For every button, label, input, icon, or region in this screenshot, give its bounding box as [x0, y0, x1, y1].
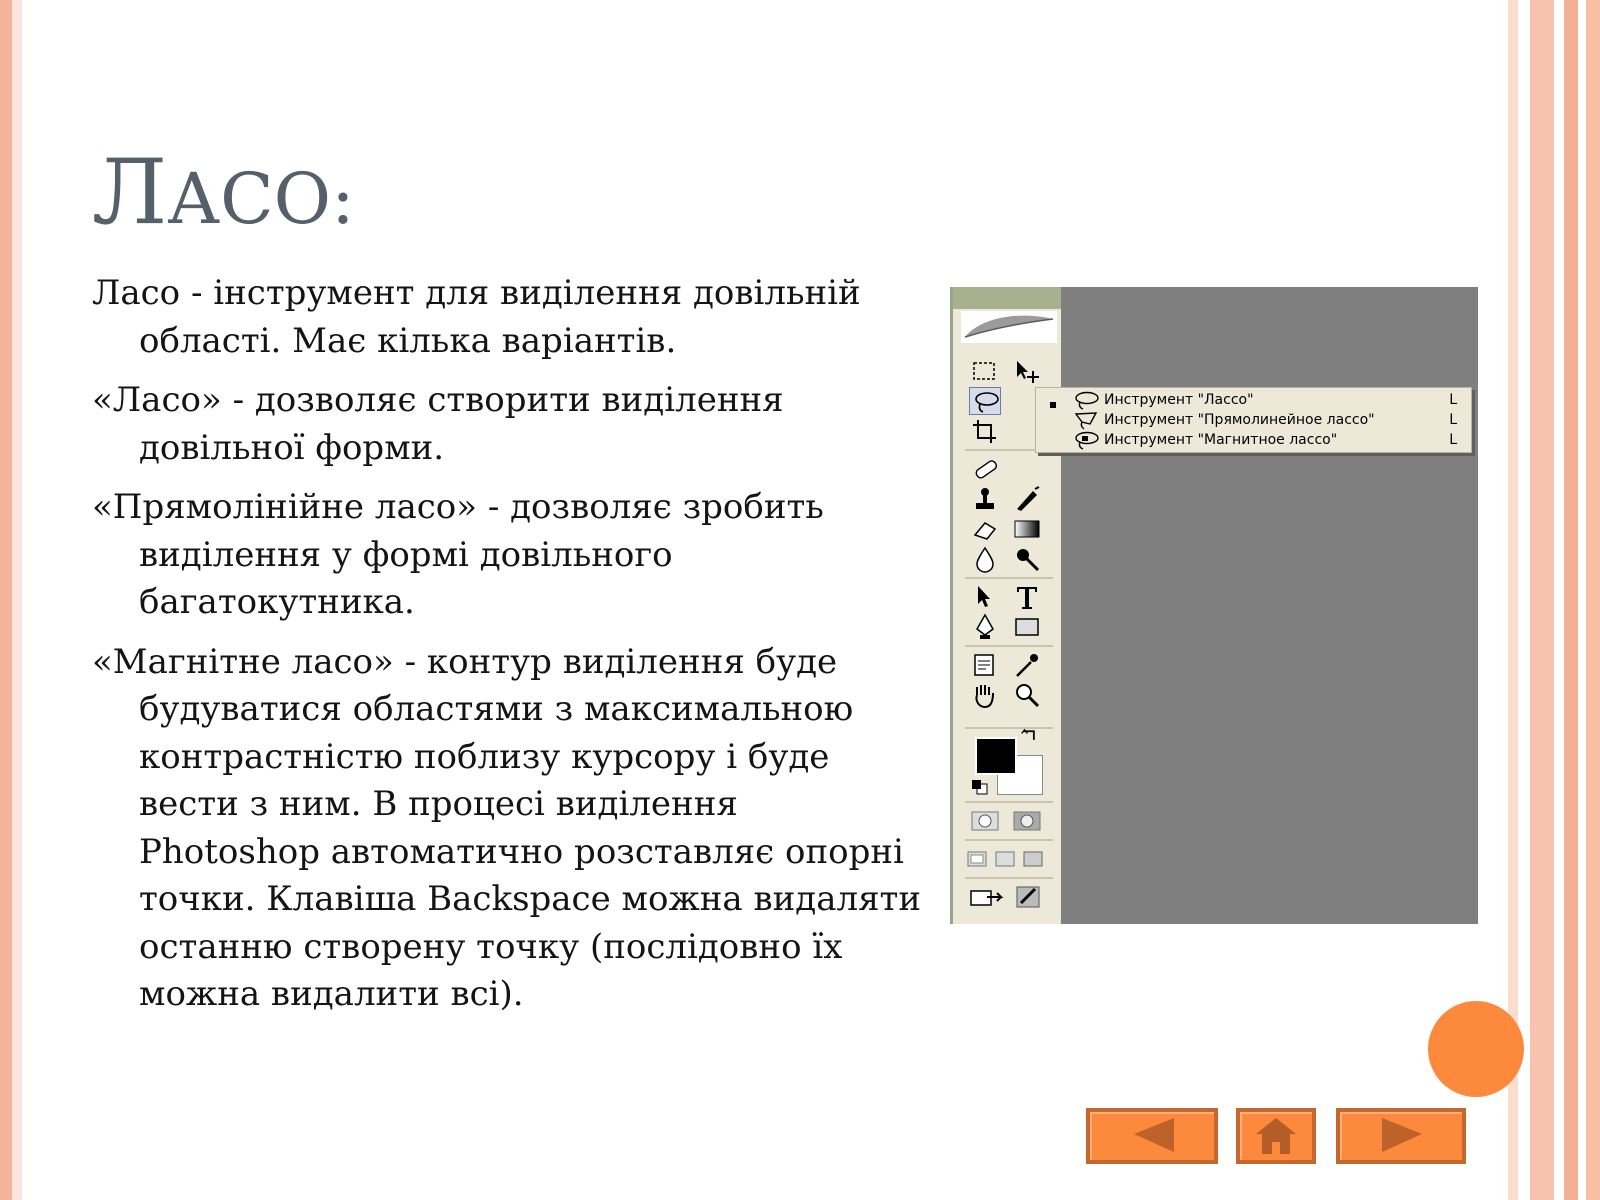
gradient-tool-icon[interactable] — [1011, 515, 1043, 543]
rectangle-tool-icon[interactable] — [1011, 613, 1043, 641]
toolbox-separator — [965, 877, 1053, 879]
slide-body — [92, 270, 922, 1031]
slide-title-initial: Л — [92, 140, 168, 245]
right-border-gap — [1518, 0, 1530, 1200]
move-tool-icon[interactable] — [1011, 357, 1043, 385]
previous-slide-button[interactable] — [1086, 1108, 1218, 1164]
paragraph-intro: Ласо - інструмент для виділення довільній області. Має кілька варіантів. — [92, 273, 861, 361]
notes-tool-icon[interactable] — [969, 651, 1001, 679]
toolbox-separator — [965, 839, 1053, 841]
slide-title-rest: АСО: — [167, 158, 355, 240]
healing-brush-tool-icon[interactable] — [969, 455, 1001, 483]
toolbox-separator — [965, 577, 1053, 579]
paragraph-lasso: «Ласо» - дозволяє створити виділення довільної форми. — [92, 380, 784, 468]
paragraph-magnetic-lasso: «Магнітне ласо» - контур виділення буде будуватися областями з максимальною контрастністю поблизу курсору і буде вести з ним. В процесі виділення Photoshop автоматично розставляє опорні точки. Клавіша Backspace можна видаляти останню створену точку (послідовно їх можна видалити всі). — [92, 641, 921, 1014]
path-selection-tool-icon[interactable] — [969, 583, 1001, 611]
zoom-tool-icon[interactable] — [1011, 681, 1043, 709]
eyedropper-tool-icon[interactable] — [1011, 651, 1043, 679]
hand-tool-icon[interactable] — [969, 681, 1001, 709]
screen-mode-full-icon[interactable] — [1021, 845, 1045, 873]
toolbox-separator — [965, 801, 1053, 803]
flyout-item-label: Инструмент "Прямолинейное лассо" — [1104, 412, 1375, 428]
flyout-item-lasso[interactable] — [1036, 390, 1471, 410]
type-tool-icon[interactable] — [1011, 583, 1043, 611]
slide-title — [92, 140, 355, 245]
left-border-stripe-light — [12, 0, 22, 1200]
next-slide-button[interactable] — [1336, 1108, 1466, 1164]
swap-colors-icon[interactable] — [1019, 727, 1043, 747]
photoshop-screenshot — [950, 287, 1478, 924]
feather-logo-icon — [961, 311, 1057, 343]
flyout-item-shortcut: L — [1449, 412, 1457, 428]
toolbox-separator — [965, 645, 1053, 647]
right-border-stripe — [1564, 0, 1578, 1200]
history-brush-tool-icon[interactable] — [1011, 485, 1043, 513]
left-border-stripe — [0, 0, 12, 1200]
right-border-stripe — [1530, 0, 1554, 1200]
arrow-right-icon — [1340, 1112, 1462, 1160]
magnetic-lasso-icon — [1070, 430, 1100, 450]
house-icon — [1240, 1112, 1312, 1160]
arrow-left-icon — [1090, 1112, 1214, 1160]
marquee-tool-icon[interactable] — [969, 357, 1001, 385]
flyout-item-shortcut: L — [1449, 392, 1457, 408]
flyout-item-label: Инструмент "Лассо" — [1104, 392, 1254, 408]
right-border-gap — [1578, 0, 1586, 1200]
blur-tool-icon[interactable] — [969, 545, 1001, 573]
lasso-tool-icon[interactable] — [969, 387, 1001, 415]
polygonal-lasso-icon — [1070, 410, 1100, 430]
standard-mode-icon[interactable] — [969, 807, 1001, 835]
crop-tool-icon[interactable] — [969, 417, 1001, 445]
jump-to-imageready-icon[interactable] — [969, 883, 1009, 911]
clone-stamp-tool-icon[interactable] — [969, 485, 1001, 513]
lasso-flyout-menu — [1035, 387, 1472, 453]
toolbox-panel — [950, 287, 1061, 924]
flyout-item-shortcut: L — [1449, 432, 1457, 448]
decorative-orb — [1428, 1001, 1524, 1097]
screen-mode-full-menu-icon[interactable] — [993, 845, 1017, 873]
selected-bullet-icon — [1050, 396, 1056, 402]
flyout-item-label: Инструмент "Магнитное лассо" — [1104, 432, 1338, 448]
lasso-icon — [1070, 390, 1100, 410]
pen-tool-icon[interactable] — [969, 613, 1001, 641]
imageready-logo-icon[interactable] — [1013, 883, 1045, 911]
default-colors-icon[interactable] — [971, 779, 989, 795]
home-button[interactable] — [1236, 1108, 1316, 1164]
dodge-tool-icon[interactable] — [1011, 545, 1043, 573]
quick-mask-mode-icon[interactable] — [1011, 807, 1043, 835]
flyout-item-magnetic-lasso[interactable] — [1036, 430, 1471, 450]
screen-mode-standard-icon[interactable] — [965, 845, 989, 873]
foreground-color-swatch[interactable] — [975, 737, 1017, 775]
paragraph-polygonal-lasso: «Прямолінійне ласо» - дозволяє зробить виділення у формі довільного багатокутника. — [92, 487, 824, 622]
toolbox-header — [953, 287, 1061, 309]
eraser-tool-icon[interactable] — [969, 515, 1001, 543]
right-border-stripe — [1586, 0, 1600, 1200]
right-border-gap — [1554, 0, 1564, 1200]
flyout-item-polygonal-lasso[interactable] — [1036, 410, 1471, 430]
